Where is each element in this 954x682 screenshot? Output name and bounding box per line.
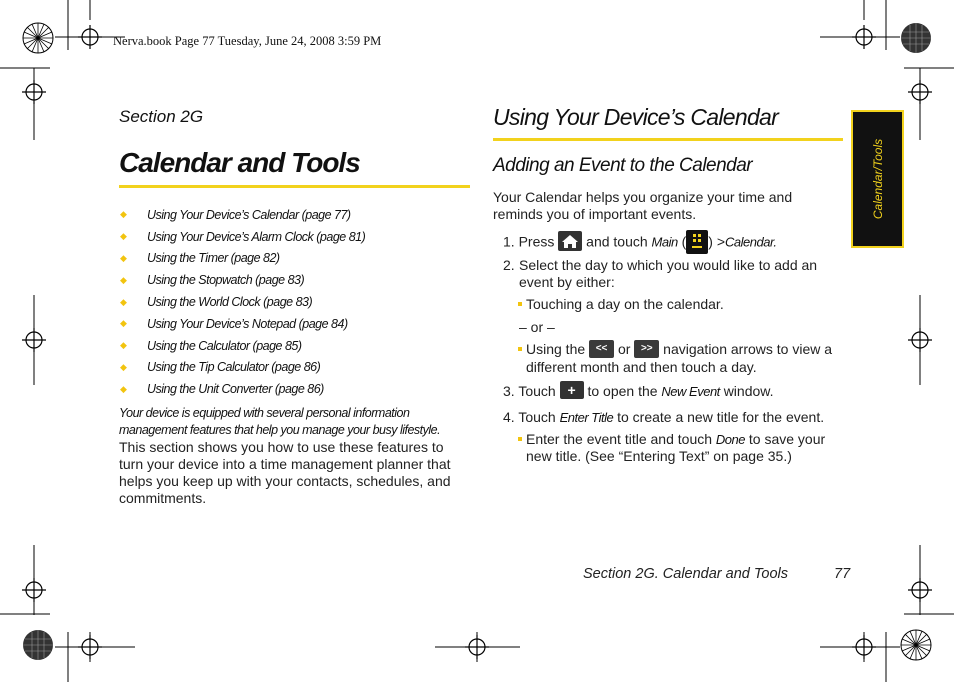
section-heading: Using Your Device’s Calendar: [493, 104, 779, 130]
toc-item[interactable]: ◆ Using the Timer (page 82): [120, 251, 280, 266]
starburst-mark-icon: [901, 630, 931, 660]
toc-item[interactable]: ◆ Using Your Device’s Calendar (page 77): [120, 207, 351, 222]
toc-item[interactable]: ◆ Using Your Device’s Alarm Clock (page 81): [120, 229, 366, 244]
crosshair-target-icon: [908, 578, 932, 602]
next-arrows-icon: >>: [634, 340, 659, 358]
crosshair-target-icon: [852, 635, 876, 659]
step-1: 1. Press and touch Main ( ) >Calendar.: [503, 231, 776, 255]
crosshair-target-icon: [465, 635, 489, 659]
page-number: 77: [834, 566, 851, 582]
new-event-label: New Event: [661, 384, 720, 399]
plus-icon: +: [560, 381, 584, 399]
section-contents-list: [119, 204, 365, 400]
square-bullet-icon: [518, 347, 522, 351]
main-menu-label: Main: [651, 234, 678, 250]
diamond-bullet-icon: ◆: [120, 318, 127, 329]
calendar-menu-label: Calendar.: [725, 234, 777, 250]
toc-item[interactable]: ◆ Using the Calculator (page 85): [120, 338, 302, 353]
enter-title-label: Enter Title: [559, 410, 614, 425]
grid-circle-mark-icon: [901, 23, 931, 53]
crosshair-target-icon: [852, 25, 876, 49]
toc-item[interactable]: ◆ Using the World Clock (page 83): [120, 295, 313, 310]
diamond-bullet-icon: ◆: [120, 340, 127, 351]
page-title: Calendar and Tools: [119, 147, 360, 178]
main-menu-icon: [686, 230, 708, 254]
toc-item[interactable]: ◆ Using the Tip Calculator (page 86): [120, 360, 321, 375]
crosshair-target-icon: [22, 578, 46, 602]
toc-item[interactable]: ◆ Using the Stopwatch (page 83): [120, 273, 305, 288]
crosshair-target-icon: [78, 25, 102, 49]
home-key-icon: [558, 231, 582, 251]
crosshair-target-icon: [908, 80, 932, 104]
crosshair-target-icon: [22, 328, 46, 352]
bullet-touching-day: Touching a day on the calendar.: [518, 296, 724, 313]
page-footer: Section 2G. Calendar and Tools: [583, 566, 789, 582]
step-3: 3. Touch + to open the New Event window.: [503, 382, 774, 399]
diamond-bullet-icon: ◆: [120, 361, 127, 372]
step-2: 2. Select the day to which you would like to add an event by either:: [503, 257, 818, 290]
diamond-bullet-icon: ◆: [120, 231, 127, 242]
toc-item[interactable]: ◆ Using the Unit Converter (page 86): [120, 382, 324, 397]
bullet-enter-title: Enter the event title and touch Done to save your new title. (See “Entering Text” on page 35.): [518, 431, 843, 465]
intro-body-paragraph: This section shows you how to use these features to turn your device into a time management planner that helps you keep up with your contacts, schedules, and commitments.: [119, 439, 451, 506]
diamond-bullet-icon: ◆: [120, 252, 127, 263]
grid-circle-mark-icon: [23, 630, 53, 660]
step-4: 4. Touch Enter Title to create a new title for the event.: [503, 409, 825, 425]
crosshair-target-icon: [908, 328, 932, 352]
title-underline: [119, 185, 470, 188]
diamond-bullet-icon: ◆: [120, 383, 127, 394]
square-bullet-icon: [518, 437, 522, 441]
crosshair-target-icon: [78, 635, 102, 659]
subsection-heading: Adding an Event to the Calendar: [493, 155, 753, 176]
or-separator: – or –: [519, 319, 555, 335]
done-label: Done: [715, 432, 745, 447]
heading-underline: [493, 138, 843, 141]
toc-item[interactable]: ◆ Using Your Device’s Notepad (page 84): [120, 316, 348, 331]
diamond-bullet-icon: ◆: [120, 296, 127, 307]
calendar-intro: Your Calendar helps you organize your time and reminds you of important events.: [493, 189, 793, 222]
square-bullet-icon: [518, 302, 522, 306]
chapter-side-tab: [851, 110, 904, 248]
print-header: Nerva.book Page 77 Tuesday, June 24, 2008 3:59 PM: [113, 34, 382, 48]
diamond-bullet-icon: ◆: [120, 274, 127, 285]
starburst-mark-icon: [23, 23, 53, 53]
side-tab-label: Calendar/Tools: [870, 138, 885, 220]
intro-italic-paragraph: Your device is equipped with several personal information management features that help you manage your busy lifestyle.: [119, 406, 441, 437]
previous-arrows-icon: <<: [589, 340, 614, 358]
bullet-navigation-arrows: Using the << or >> navigation arrows to view a different month and then touch a day.: [518, 341, 843, 376]
crosshair-target-icon: [22, 80, 46, 104]
diamond-bullet-icon: ◆: [120, 209, 127, 220]
section-label: Section 2G: [119, 107, 204, 126]
